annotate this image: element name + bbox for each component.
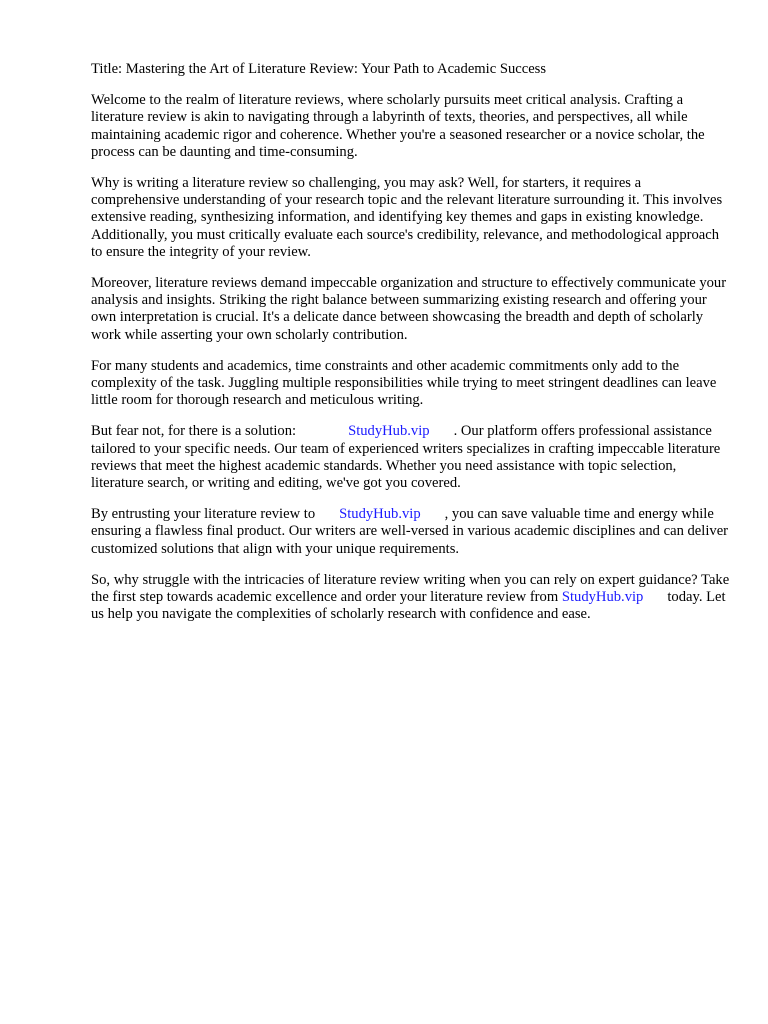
studyhub-link-2[interactable]: StudyHub.vip (339, 506, 421, 523)
paragraph-time-constraints: For many students and academics, time constraints and other academic commitments only add to the complexity of the task. Juggling multiple responsibilities while trying to meet stringent deadlines can leave little room for thorough research and meticulous writing. (91, 357, 717, 409)
paragraph-closing-rest: today. Let us help you navigate the complexities of scholarly research with confidence and ease. (91, 589, 726, 623)
paragraph-organization: Moreover, literature reviews demand impeccable organization and structure to effectively communicate your analysis and insights. Striking the right balance between summarizing existing research and offering your own interpretation is crucial. It's a delicate dance between showcasing the breadth and depth of scholarly work while asserting your own scholarly contribution. (91, 275, 727, 343)
studyhub-link-1[interactable]: StudyHub.vip (348, 423, 430, 440)
paragraph-solution-rest: . Our platform offers professional assistance tailored to your specific needs. Our team of experienced writers specializes in crafting impeccable literature reviews that meet the highest academic standards. Whether you need assistance with topic selection, literature search, or writing and editing, we've got you covered. (91, 423, 721, 492)
paragraph-closing-lead: So, why struggle with the intricacies of literature review writing when you can rely on expert guidance? Take the first step towards academic excellence and order your literature review from (91, 571, 730, 606)
paragraph-solution-lead: But fear not, for there is a solution: (91, 423, 297, 440)
document-title: Title: Mastering the Art of Literature Review: Your Path to Academic Success (91, 61, 547, 77)
paragraph-solution (91, 423, 731, 492)
paragraph-challenges: Why is writing a literature review so challenging, you may ask? Well, for starters, it requires a comprehensive understanding of your research topic and the relevant literature surrounding it. This involves extensive reading, synthesizing information, and identifying key themes and gaps in existing knowledge. Additionally, you must critically evaluate each source's credibility, relevance, and methodological approach to ensure the integrity of your review. (91, 175, 723, 260)
paragraph-closing (91, 572, 731, 624)
paragraph-entrust-lead: By entrusting your literature review to (91, 506, 316, 523)
document-page (91, 61, 731, 637)
paragraph-entrust-rest: , you can save valuable time and energy while ensuring a flawless final product. Our writers are well-versed in various academic disciplines and can deliver customized solutions that align with your unique requirements. (91, 506, 729, 557)
paragraph-intro: Welcome to the realm of literature reviews, where scholarly pursuits meet critical analysis. Crafting a literature review is akin to navigating through a labyrinth of texts, theories, and perspectives, all while maintaining academic rigor and coherence. Whether you're a seasoned researcher or a novice scholar, the process can be daunting and time-consuming. (91, 92, 705, 160)
paragraph-entrust (91, 506, 731, 558)
studyhub-link-3[interactable]: StudyHub.vip (561, 589, 644, 606)
